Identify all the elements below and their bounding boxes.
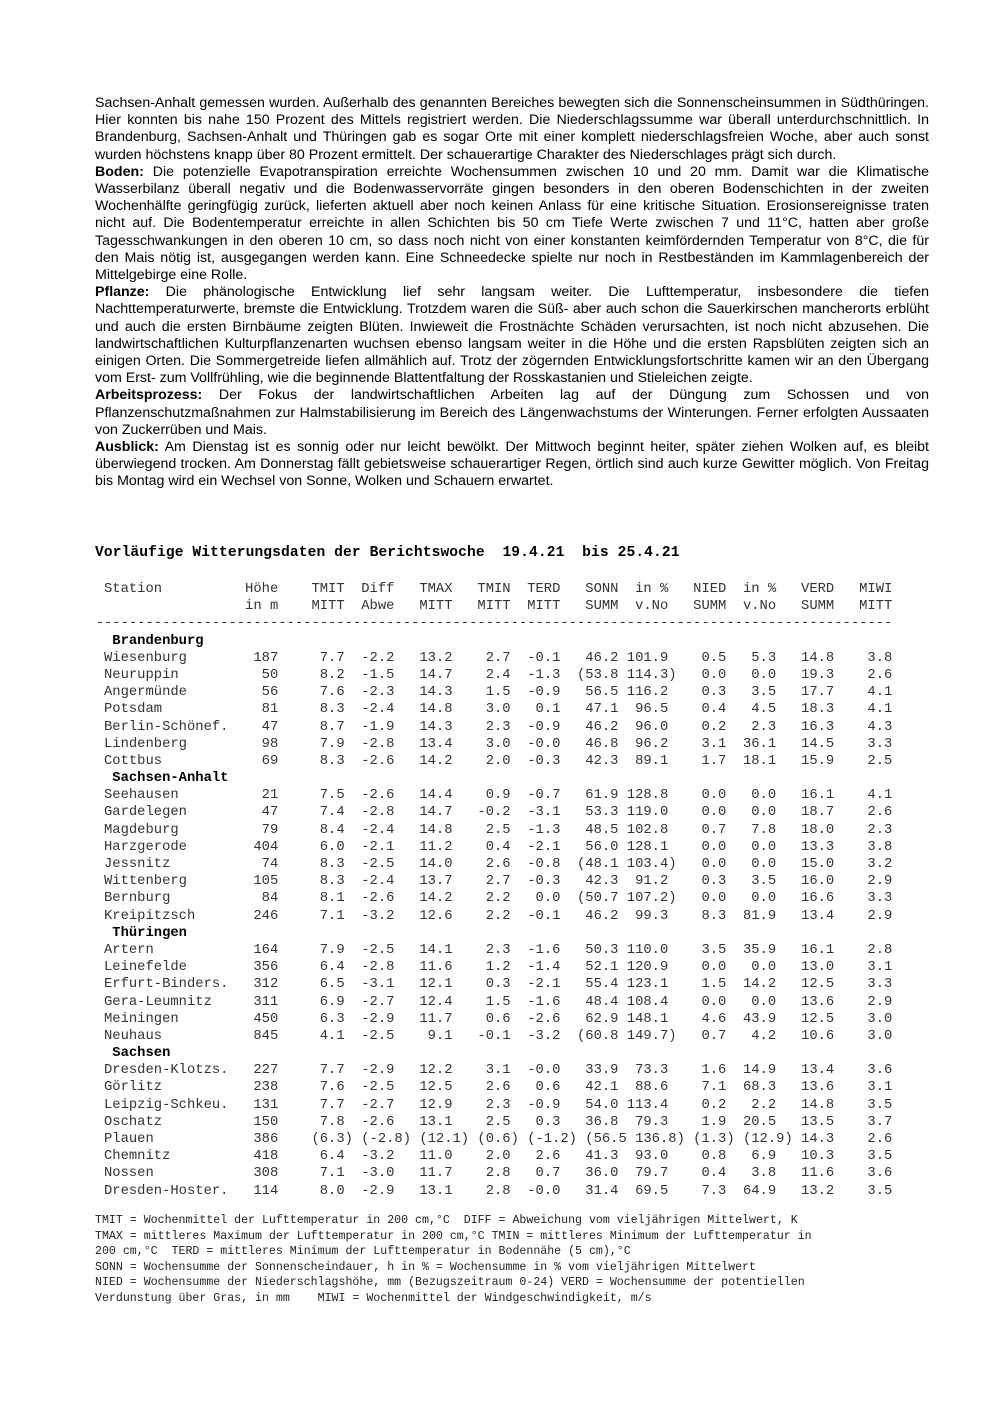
legend-line: Verdunstung über Gras, in mm MIWI = Wochenmittel der Windgeschwindigkeit, m/s bbox=[95, 1291, 652, 1305]
table-row: Erfurt-Binders. 312 6.5 -3.1 12.1 0.3 -2.1 55.4 123.1 1.5 14.2 12.5 3.3 bbox=[95, 976, 893, 993]
table-row: Angermünde 56 7.6 -2.3 14.3 1.5 -0.9 56.5 116.2 0.3 3.5 17.7 4.1 bbox=[95, 684, 893, 701]
table-row: Nossen 308 7.1 -3.0 11.7 2.8 0.7 36.0 79.7 0.4 3.8 11.6 3.6 bbox=[95, 1165, 893, 1182]
section-pflanze bbox=[95, 284, 929, 387]
table-header-row: in m MITT Abwe MITT MITT MITT SUMM v.No SUMM v.No SUMM MITT bbox=[95, 598, 893, 615]
table-row: Wiesenburg 187 7.7 -2.2 13.2 2.7 -0.1 46.2 101.9 0.5 5.3 14.8 3.8 bbox=[95, 649, 893, 666]
legend-line: NIED = Wochensumme der Niederschlagshöhe, mm (Bezugszeitraum 0-24) VERD = Wochensumme der potentiellen bbox=[95, 1276, 805, 1290]
region-heading: Thüringen bbox=[95, 924, 187, 941]
table-row: Berlin-Schönef. 47 8.7 -1.9 14.3 2.3 -0.9 46.2 96.0 0.2 2.3 16.3 4.3 bbox=[95, 718, 893, 735]
table-row: Potsdam 81 8.3 -2.4 14.8 3.0 0.1 47.1 96.5 0.4 4.5 18.3 4.1 bbox=[95, 701, 893, 718]
section-text: Am Dienstag ist es sonnig oder nur leicht bewölkt. Der Mittwoch beginnt heiter, später ziehen Wolken auf, es bleibt überwiegend trocken. Am Donnerstag fällt gebietsweise schauerartiger Regen, örtlich sind auch kurze Gewitter möglich. Von Freitag bis Montag wird ein Wechsel von Sonne, Wolken und Schauern erwartet. bbox=[95, 439, 929, 490]
table-header-row: Station Höhe TMIT Diff TMAX TMIN TERD SONN in % NIED in % VERD MIWI bbox=[95, 581, 893, 597]
table-row: Gera-Leumnitz 311 6.9 -2.7 12.4 1.5 -1.6 48.4 108.4 0.0 0.0 13.6 2.9 bbox=[95, 993, 893, 1010]
table-row: Cottbus 69 8.3 -2.6 14.2 2.0 -0.3 42.3 89.1 1.7 18.1 15.9 2.5 bbox=[95, 752, 893, 769]
weather-data-table bbox=[96, 581, 893, 1200]
table-row: Chemnitz 418 6.4 -3.2 11.0 2.0 2.6 41.3 93.0 0.8 6.9 10.3 3.5 bbox=[95, 1148, 893, 1165]
table-row: Artern 164 7.9 -2.5 14.1 2.3 -1.6 50.3 110.0 3.5 35.9 16.1 2.8 bbox=[95, 941, 893, 958]
table-row: Gardelegen 47 7.4 -2.8 14.7 -0.2 -3.1 53.3 119.0 0.0 0.0 18.7 2.6 bbox=[95, 804, 893, 821]
table-row: Wittenberg 105 8.3 -2.4 13.7 2.7 -0.3 42.3 91.2 0.3 3.5 16.0 2.9 bbox=[95, 873, 893, 890]
legend-line: TMIT = Wochenmittel der Lufttemperatur in 200 cm,°C DIFF = Abweichung vom vieljährigen Mittelwert, K bbox=[95, 1214, 798, 1227]
table-row: Lindenberg 98 7.9 -2.8 13.4 3.0 -0.0 46.8 96.2 3.1 36.1 14.5 3.3 bbox=[95, 735, 893, 752]
section-boden bbox=[95, 164, 929, 284]
section-arbeitsprozess bbox=[95, 387, 929, 439]
region-heading: Sachsen-Anhalt bbox=[95, 770, 229, 787]
section-text: Die potenzielle Evapotranspiration erreichte Wochensummen zwischen 10 und 20 mm. Damit war die Klimatische Wasserbilanz überall negativ und die Bodenwasservorräte gingen besonders in den oberen Bodenschichten in der zweiten Wochenhälfte geringfügig zurück, lieferten aktuell aber noch keinen Anlass für eine kritische Situation. Erosionsereignisse traten nicht auf. Die Bodentemperatur erreichte in allen Schichten bis 50 cm Tiefe Werte zwischen 7 und 11°C, hatten aber große Tagesschwankungen in den oberen 10 cm, so dass noch nicht von einer konstanten keimfördernden Temperatur von 8°C, die für den Mais nötig ist, ausgegangen werden kann. Eine Schneedecke spielte nur noch in Restbeständen im Kammlagenbereich der Mittelgebirge eine Rolle. bbox=[95, 163, 929, 284]
section-label: Boden: bbox=[95, 163, 144, 180]
table-row: Seehausen 21 7.5 -2.6 14.4 0.9 -0.7 61.9 128.8 0.0 0.0 16.1 4.1 bbox=[95, 787, 893, 804]
table-row: Dresden-Klotzs. 227 7.7 -2.9 12.2 3.1 -0.0 33.9 73.3 1.6 14.9 13.4 3.6 bbox=[95, 1062, 893, 1079]
table-row: Harzgerode 404 6.0 -2.1 11.2 0.4 -2.1 56.0 128.1 0.0 0.0 13.3 3.8 bbox=[95, 838, 893, 855]
table-row: Magdeburg 79 8.4 -2.4 14.8 2.5 -1.3 48.5 102.8 0.7 7.8 18.0 2.3 bbox=[95, 821, 893, 838]
table-row: Jessnitz 74 8.3 -2.5 14.0 2.6 -0.8 (48.1 103.4) 0.0 0.0 15.0 3.2 bbox=[95, 856, 893, 872]
intro-paragraph: Sachsen-Anhalt gemessen wurden. Außerhalb des genannten Bereiches bewegten sich die Sonnenscheinsummen in Südthüringen. Hier konnten bis nahe 150 Prozent des Mittels registriert werden. Die Niederschlagssumme war überall unterdurchschnittlich. In Brandenburg, Sachsen-Anhalt und Thüringen gab es sogar Orte mit einer komplett niederschlagsfreien Woche, aber auch sonst wurden höchstens knapp über 80 Prozent ermittelt. Der schauerartige Charakter des Niederschlages prägt sich durch. bbox=[95, 95, 929, 163]
table-row: Oschatz 150 7.8 -2.6 13.1 2.5 0.3 36.8 79.3 1.9 20.5 13.5 3.7 bbox=[95, 1113, 893, 1130]
table-legend bbox=[95, 1213, 945, 1307]
section-text: Die phänologische Entwicklung lief sehr langsam weiter. Die Lufttemperatur, insbesondere die tiefen Nachttemperaturwerte, bremste die Entwicklung. Trotzdem waren die Süß- aber auch schon die Sauerkirschen mancherorts erblüht und auch die ersten Birnbäume zeigten Blüten. Inwieweit die Frostnächte Schäden verursachten, ist noch nicht abzusehen. Die landwirtschaftlichen Kulturpflanzenarten wuchsen ebenso langsam weiter in die Höhe und die ersten Rapsblüten zeigten sich an einigen Orten. Die Sommergetreide liefen allmählich auf. Trotz der zögernden Entwicklungsfortschritte kamen wir an den Übergang vom Erst- zum Vollfrühling, wie die beginnende Blattentfaltung der Rosskastanien und Stieleichen zeigte. bbox=[95, 284, 929, 387]
legend-line: TMAX = mittleres Maximum der Lufttemperatur in 200 cm,°C TMIN = mittleres Minimum der Lufttemperatur in bbox=[95, 1229, 812, 1243]
legend-line: SONN = Wochensumme der Sonnenscheindauer, h in % = Wochensumme in % vom vieljährigen Mittelwert bbox=[95, 1260, 756, 1274]
section-label: Arbeitsprozess: bbox=[95, 387, 203, 404]
section-label: Ausblick: bbox=[95, 439, 159, 456]
region-heading: Sachsen bbox=[95, 1045, 171, 1062]
table-row: Görlitz 238 7.6 -2.5 12.5 2.6 0.6 42.1 88.6 7.1 68.3 13.6 3.1 bbox=[95, 1079, 893, 1096]
table-row: Meiningen 450 6.3 -2.9 11.7 0.6 -2.6 62.9 148.1 4.6 43.9 12.5 3.0 bbox=[95, 1010, 893, 1027]
table-row: Leipzig-Schkeu. 131 7.7 -2.7 12.9 2.3 -0.9 54.0 113.4 0.2 2.2 14.8 3.5 bbox=[95, 1096, 893, 1113]
table-row: Bernburg 84 8.1 -2.6 14.2 2.2 0.0 (50.7 107.2) 0.0 0.0 16.6 3.3 bbox=[95, 890, 893, 907]
table-row: Kreipitzsch 246 7.1 -3.2 12.6 2.2 -0.1 46.2 99.3 8.3 81.9 13.4 2.9 bbox=[95, 907, 893, 924]
report-text bbox=[95, 95, 929, 491]
section-label: Pflanze: bbox=[95, 284, 150, 301]
table-row: Neuruppin 50 8.2 -1.5 14.7 2.4 -1.3 (53.8 114.3) 0.0 0.0 19.3 2.6 bbox=[95, 666, 893, 683]
table-row: Dresden-Hoster. 114 8.0 -2.9 13.1 2.8 -0.0 31.4 69.5 7.3 64.9 13.2 3.5 bbox=[95, 1182, 893, 1199]
table-row: Neuhaus 845 4.1 -2.5 9.1 -0.1 -3.2 (60.8 149.7) 0.7 4.2 10.6 3.0 bbox=[95, 1027, 893, 1044]
table-divider: ------------------------------------------------------------------------------------------------ bbox=[95, 615, 893, 632]
section-ausblick bbox=[95, 439, 929, 491]
region-heading: Brandenburg bbox=[95, 632, 204, 649]
table-title: Vorläufige Witterungsdaten der Berichtswoche 19.4.21 bis 25.4.21 bbox=[95, 545, 680, 561]
table-row: Plauen 386 (6.3) (-2.8) (12.1) (0.6) (-1.2) (56.5 136.8) (1.3) (12.9) 14.3 2.6 bbox=[95, 1131, 893, 1147]
legend-line: 200 cm,°C TERD = mittleres Minimum der Lufttemperatur in Bodennähe (5 cm),°C bbox=[95, 1245, 631, 1259]
section-text: Der Fokus der landwirtschaftlichen Arbeiten lag auf der Düngung zum Schossen und von Pflanzenschutzmaßnahmen zur Halmstabilisierung im Bereich des Längenwachstums der Winterungen. Ferner erfolgten Aussaaten von Zuckerrüben und Mais. bbox=[95, 387, 929, 438]
table-row: Leinefelde 356 6.4 -2.8 11.6 1.2 -1.4 52.1 120.9 0.0 0.0 13.0 3.1 bbox=[95, 959, 893, 976]
